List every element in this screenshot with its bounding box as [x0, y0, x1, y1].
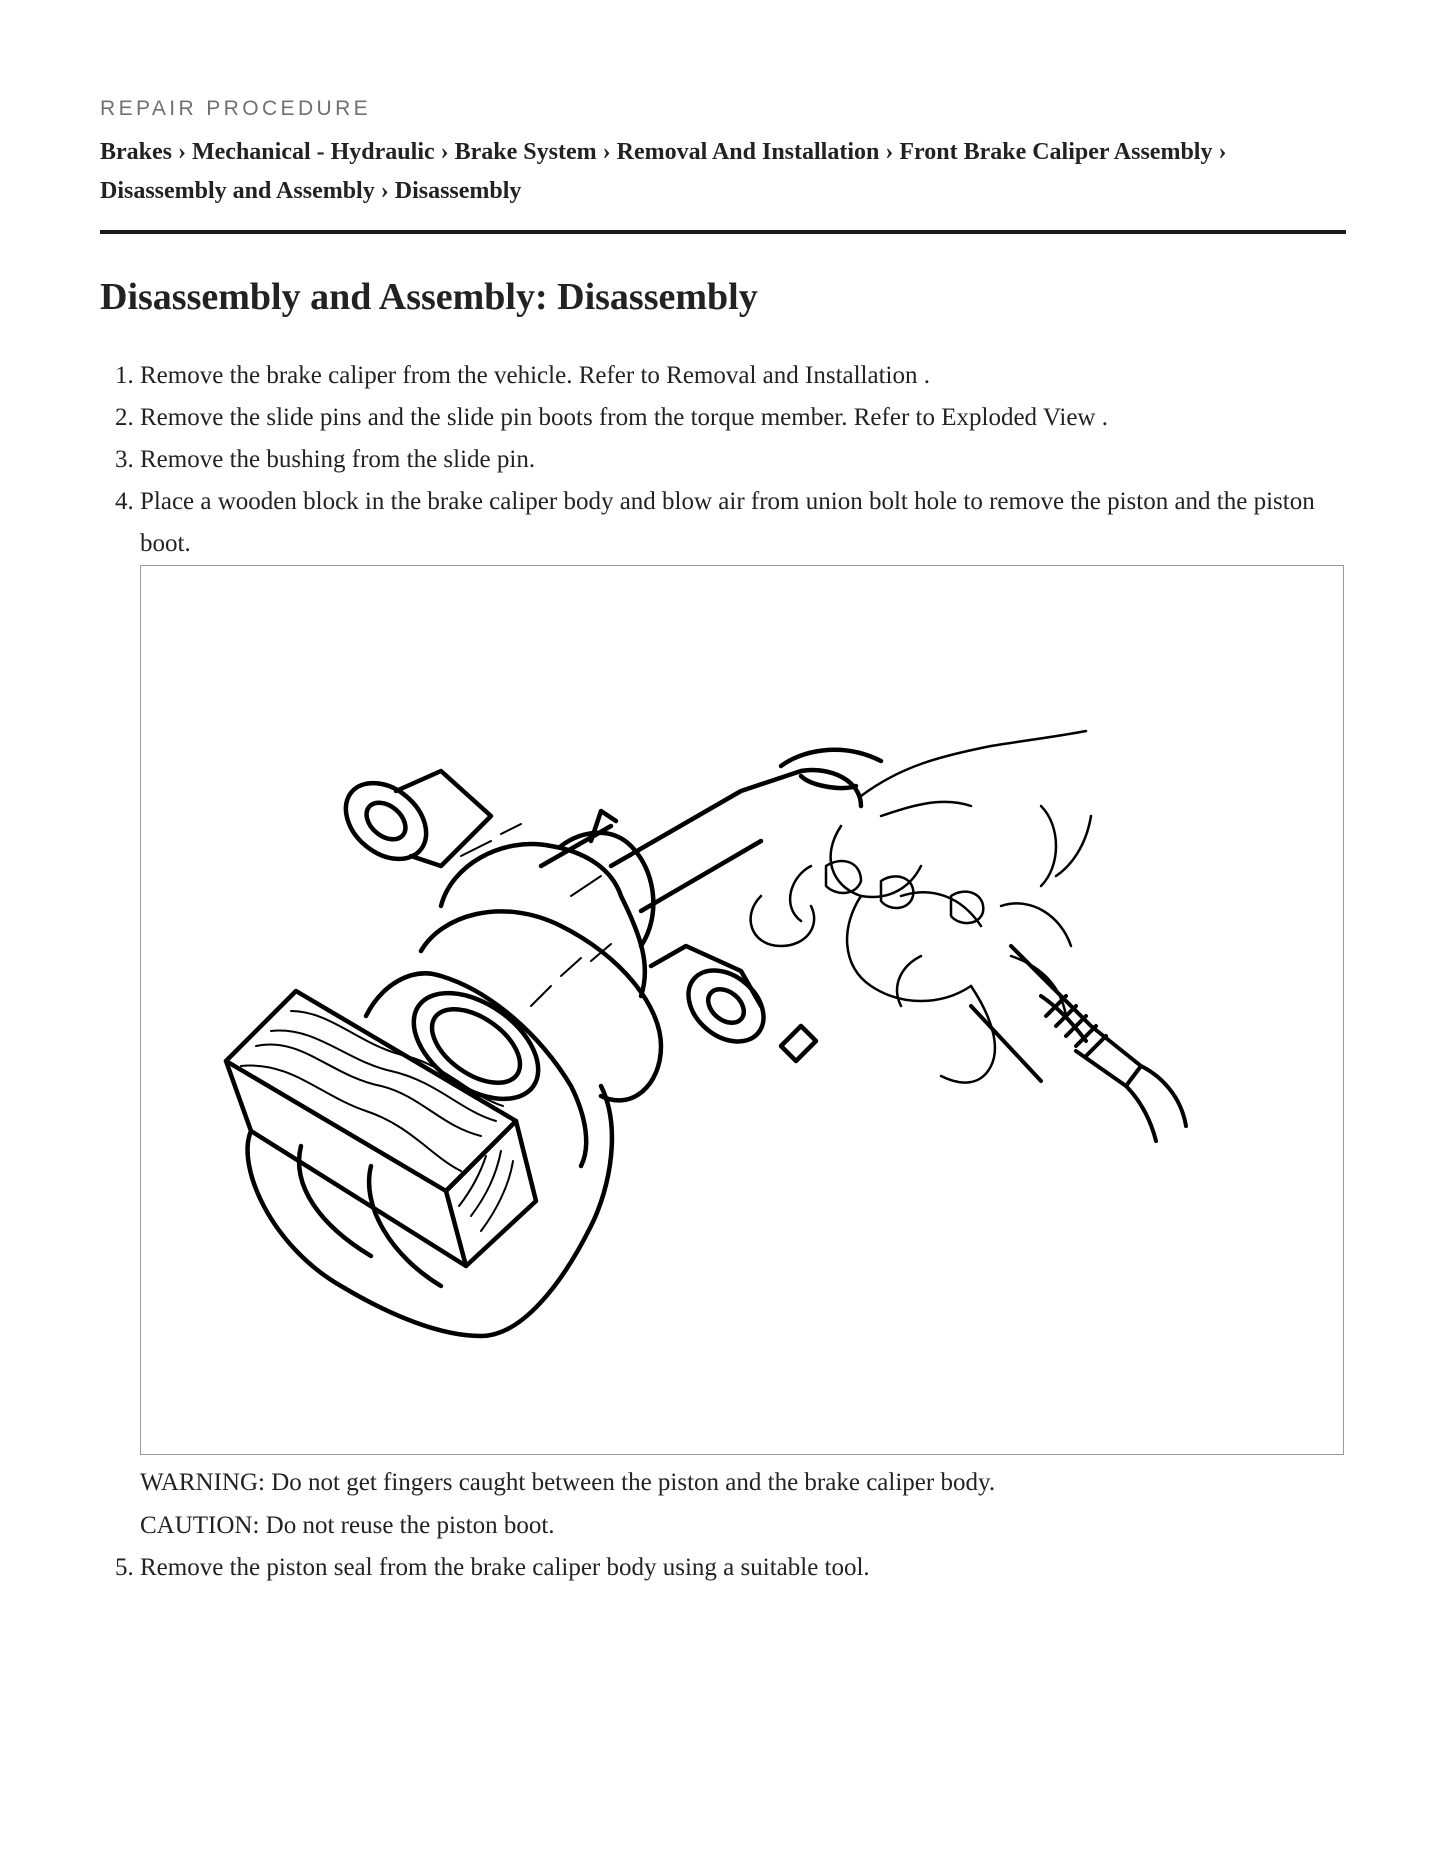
step-item: 2. Remove the slide pins and the slide pin boots from the torque member. Refer to Exploded View .: [140, 397, 1346, 439]
breadcrumb: [100, 133, 1346, 234]
caution-note: CAUTION: Do not reuse the piston boot.: [140, 1512, 555, 1539]
breadcrumb-separator: ›: [602, 139, 611, 165]
breadcrumb-item[interactable]: Removal And Installation: [616, 139, 880, 165]
step-text: Place a wooden block in the brake caliper body and blow air from union bolt hole to remove the piston and the piston boot.: [140, 488, 1315, 557]
breadcrumb-item[interactable]: Brakes: [100, 139, 172, 165]
step-item: 5. Remove the piston seal from the brake caliper body using a suitable tool.: [140, 1547, 1346, 1589]
breadcrumb-separator: ›: [178, 139, 186, 165]
breadcrumb-separator: ›: [1218, 139, 1227, 165]
breadcrumb-separator: ›: [885, 139, 894, 165]
breadcrumb-separator: ›: [440, 139, 449, 165]
breadcrumb-separator: ›: [380, 178, 389, 204]
breadcrumb-item[interactable]: Front Brake Caliper Assembly: [899, 139, 1213, 165]
step-item: [140, 481, 1346, 1547]
step-item: 3. Remove the bushing from the slide pin.: [140, 439, 1346, 481]
fingernails: [826, 861, 983, 923]
step-item: 1. Remove the brake caliper from the vehicle. Refer to Removal and Installation .: [140, 355, 1346, 397]
caliper-piston-removal-drawing: [141, 566, 1344, 1455]
warning-note: WARNING: Do not get fingers caught between the piston and the brake caliper body.: [140, 1469, 996, 1496]
air-gun-handle: [971, 946, 1186, 1141]
caliper-illustration: [140, 565, 1344, 1455]
breadcrumb-item[interactable]: Mechanical - Hydraulic: [192, 139, 435, 165]
casting-seams: [461, 824, 631, 1006]
breadcrumb-current: Disassembly: [394, 178, 522, 204]
caliper-mounting-ears: [331, 768, 816, 1061]
page-title: Disassembly and Assembly: Disassembly: [100, 276, 758, 318]
procedure-steps: [100, 355, 1346, 1589]
breadcrumb-item[interactable]: Disassembly and Assembly: [100, 178, 375, 204]
section-kicker: REPAIR PROCEDURE: [100, 97, 372, 120]
air-gun-nozzle: [541, 750, 881, 911]
breadcrumb-item[interactable]: Brake System: [454, 139, 597, 165]
document-page: [100, 94, 1346, 1589]
